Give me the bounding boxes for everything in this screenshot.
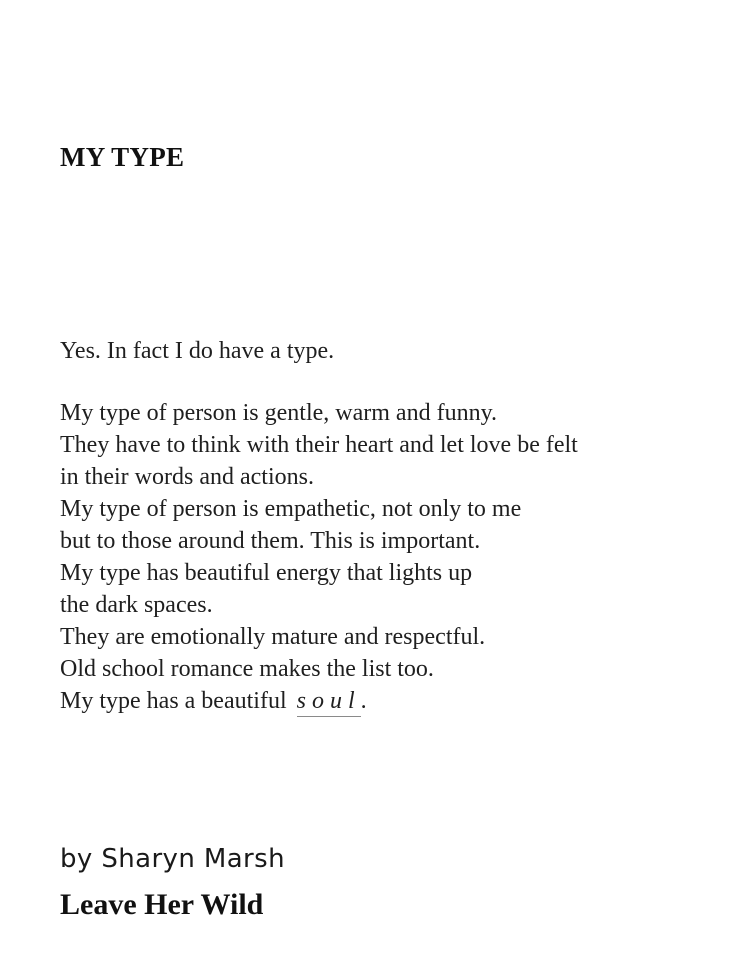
poem-line: My type has beautiful energy that lights up [60,560,473,586]
author-credit: by Sharyn Marsh [60,844,285,874]
poem-body [60,335,578,717]
poem-opening-line: Yes. In fact I do have a type. [60,338,335,364]
poem-line: in their words and actions. [60,464,314,490]
poem-line: but to those around them. This is important. [60,528,481,554]
poem-line: My type of person is empathetic, not only to me [60,496,522,522]
poem-line: They are emotionally mature and respectful. [60,624,486,650]
poem-line: Old school romance makes the list too. [60,656,434,682]
emphasized-word-soul: soul [297,688,361,717]
poem-line: They have to think with their heart and let love be felt [60,432,578,458]
stanza-gap [60,367,578,397]
poem-final-line [60,685,578,717]
brand-name: Leave Her Wild [60,888,264,921]
poem-line: the dark spaces. [60,592,213,618]
poem-title: MY TYPE [60,142,185,172]
final-line-prefix: My type has a beautiful [60,688,287,714]
final-punctuation: . [360,688,367,714]
poem-line: My type of person is gentle, warm and funny. [60,400,498,426]
